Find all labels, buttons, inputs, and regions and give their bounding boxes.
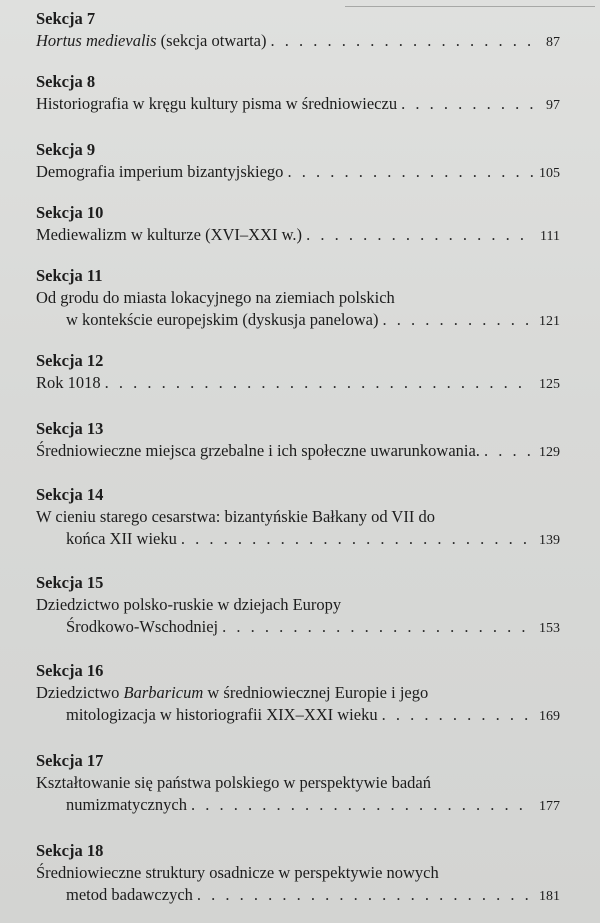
section-entry[interactable] <box>36 93 560 117</box>
page-number: 125 <box>539 377 560 392</box>
dot-leader <box>401 93 540 115</box>
entry-title-line-2: w kontekście europejskim (dyskusja panelowa) <box>66 310 379 329</box>
toc-section-9 <box>36 139 560 185</box>
entry-title-line-2: Środkowo-Wschodniej <box>66 617 219 636</box>
entry-title: Mediewalizm w kulturze (XVI–XXI w.) <box>36 225 303 244</box>
entry-title-line-1: Od grodu do miasta lokacyjnego na ziemiach polskich <box>36 288 395 307</box>
section-entry[interactable] <box>36 287 560 333</box>
section-entry[interactable] <box>36 594 560 640</box>
entry-title-line-1: W cieniu starego cesarstwa: bizantyńskie Bałkany od VII do <box>36 507 435 526</box>
section-heading: Sekcja 15 <box>36 573 104 592</box>
section-heading: Sekcja 16 <box>36 661 104 680</box>
toc-section-11 <box>36 265 560 333</box>
section-heading: Sekcja 9 <box>36 140 96 159</box>
section-entry[interactable] <box>36 161 560 185</box>
dot-leader <box>382 704 533 726</box>
entry-title: Rok 1018 <box>36 373 101 392</box>
page-number: 177 <box>539 799 560 814</box>
page-number: 121 <box>539 314 560 329</box>
entry-title: Hortus medievalis (sekcja otwarta) <box>36 31 267 50</box>
section-heading: Sekcja 13 <box>36 419 104 438</box>
dot-leader <box>287 161 533 183</box>
toc-section-12 <box>36 350 560 396</box>
entry-title: Średniowieczne miejsca grzebalne i ich społeczne uwarunkowania. <box>36 441 480 460</box>
entry-title-line-1: Kształtowanie się państwa polskiego w perspektywie badań <box>36 773 431 792</box>
toc-section-17 <box>36 750 560 818</box>
section-heading: Sekcja 11 <box>36 266 103 285</box>
page-number: 181 <box>539 889 560 904</box>
page-number: 129 <box>539 445 560 460</box>
toc-section-15 <box>36 572 560 640</box>
entry-title-line-1: Średniowieczne struktury osadnicze w perspektywie nowych <box>36 863 439 882</box>
entry-title-line-2: metod badawczych <box>66 885 193 904</box>
toc-section-18 <box>36 840 560 908</box>
section-entry[interactable] <box>36 682 560 728</box>
page-number: 139 <box>539 533 560 548</box>
entry-title: Historiografia w kręgu kultury pisma w średniowieczu <box>36 94 398 113</box>
entry-title-line-1: Dziedzictwo polsko-ruskie w dziejach Europy <box>36 595 342 614</box>
dot-leader <box>270 30 540 52</box>
entry-title-line-2: numizmatycznych <box>66 795 187 814</box>
section-entry[interactable] <box>36 772 560 818</box>
section-heading: Sekcja 14 <box>36 485 104 504</box>
toc-section-10 <box>36 202 560 248</box>
section-heading: Sekcja 7 <box>36 9 96 28</box>
section-entry[interactable] <box>36 506 560 552</box>
dot-leader <box>306 224 534 246</box>
section-entry[interactable] <box>36 862 560 908</box>
page-number: 169 <box>539 709 560 724</box>
page-number: 105 <box>539 166 560 181</box>
section-entry[interactable] <box>36 224 560 248</box>
section-heading: Sekcja 18 <box>36 841 104 860</box>
entry-title-line-2: końca XII wieku <box>66 529 177 548</box>
entry-title-line-1: Dziedzictwo Barbaricum w średniowiecznej Europie i jego <box>36 683 429 702</box>
toc-section-7 <box>36 8 560 54</box>
toc-section-8 <box>36 71 560 117</box>
entry-title: Demografia imperium bizantyjskiego <box>36 162 284 181</box>
section-heading: Sekcja 17 <box>36 751 104 770</box>
dot-leader <box>191 794 533 816</box>
section-heading: Sekcja 12 <box>36 351 104 370</box>
dot-leader <box>222 616 533 638</box>
page-number: 153 <box>539 621 560 636</box>
section-entry[interactable] <box>36 372 560 396</box>
dot-leader <box>484 440 533 462</box>
dot-leader <box>181 528 533 550</box>
toc-section-14 <box>36 484 560 552</box>
section-heading: Sekcja 10 <box>36 203 104 222</box>
section-entry[interactable] <box>36 30 560 54</box>
page-number: 87 <box>546 35 560 50</box>
dot-leader <box>197 884 533 906</box>
section-heading: Sekcja 8 <box>36 72 96 91</box>
page-number: 97 <box>546 98 560 113</box>
dot-leader <box>105 372 533 394</box>
toc-section-13 <box>36 418 560 464</box>
toc-section-16 <box>36 660 560 728</box>
page-number: 111 <box>540 229 560 244</box>
entry-title-line-2: mitologizacja w historiografii XIX–XXI wieku <box>66 705 378 724</box>
section-entry[interactable] <box>36 440 560 464</box>
dot-leader <box>383 309 533 331</box>
